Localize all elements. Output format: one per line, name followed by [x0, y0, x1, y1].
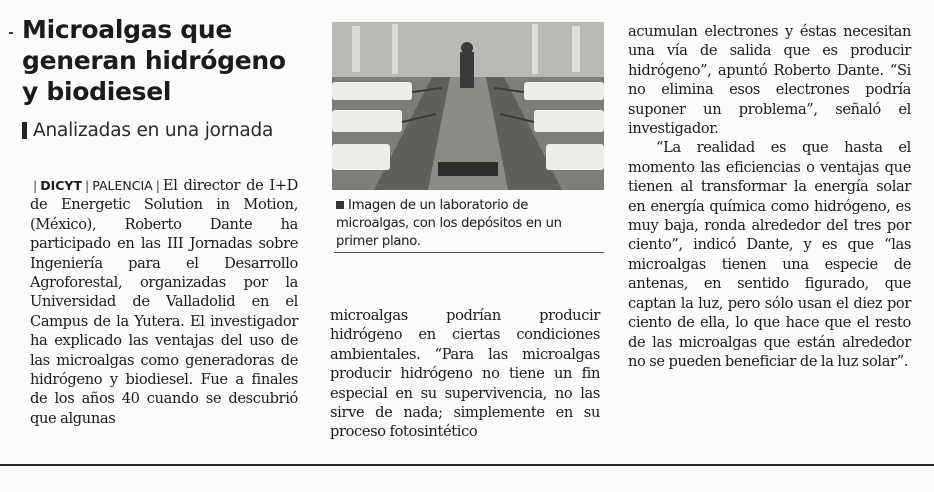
- article-column-1: [30, 176, 298, 428]
- caption-divider: [334, 252, 604, 253]
- headline-line-1: Microalgas que: [22, 15, 233, 44]
- headline: [22, 14, 312, 107]
- column-3-paragraph-2: “La realidad es que hasta el momento las eficiencias o ventajas que tienen al transformar la energía solar en energía química como hidrógeno, es muy baja, ronda alrededor del tres por ciento”, indicó Dante, y es que “las microalgas tienen una especie de antenas, en sentido figurado, que captan la luz, pero sólo usan el diez por ciento de ella, lo que hace que el resto de las microalgas que están alrededor no se pueden beneficiar de la luz solar”.: [628, 139, 911, 370]
- column-3-paragraph-1: acumulan electrones y éstas necesitan una vía de salida que es producir hidrógeno”, apuntó Roberto Dante. “Si no elimina esos electrones podría suponer un problema”, señaló el investigador.: [628, 23, 911, 138]
- subhead-text: Analizadas en una jornada: [33, 120, 274, 141]
- byline: | DICYT | PALENCIA |: [33, 178, 160, 193]
- page-bottom-rule: [0, 464, 934, 466]
- caption-square-icon: [336, 201, 344, 209]
- article-column-2: [330, 306, 600, 442]
- headline-line-3: y biodiesel: [22, 77, 172, 106]
- subheadline: [22, 120, 273, 141]
- column-2-text: microalgas podrían producir hidrógeno en ciertas condiciones ambientales. “Para las microalgas producir hidrógeno no tiene un fin especial en su supervivencia, no las sirve de nada; simplemente en su proceso fotosintético: [330, 307, 600, 441]
- caption-text: Imagen de un laboratorio de microalgas, con los depósitos en un primer plano.: [336, 198, 562, 249]
- photo-caption: [336, 197, 604, 251]
- subhead-bar-icon: [22, 122, 27, 139]
- kicker-mark: [9, 32, 13, 34]
- byline-location: PALENCIA: [92, 178, 153, 193]
- article-column-3: [628, 22, 911, 371]
- column-1-text: El director de I+D de Energetic Solution in Motion, (México), Roberto Dante ha participado en las III Jornadas sobre Ingeniería para el Desarrollo Agroforestal, organizadas por la Universidad de Valladolid en el Campus de la Yutera. El investigador ha explicado las ventajas del uso de las microalgas como generadoras de hidrógeno y biodiesel. Fue a finales de los años 40 cuando se descubrió que algunas: [30, 177, 298, 427]
- lab-photo-image: [332, 22, 604, 190]
- headline-line-2: generan hidrógeno: [22, 46, 286, 75]
- article-paragraph: [30, 176, 298, 428]
- lab-photo: [332, 22, 604, 190]
- byline-agency: DICYT: [40, 178, 82, 193]
